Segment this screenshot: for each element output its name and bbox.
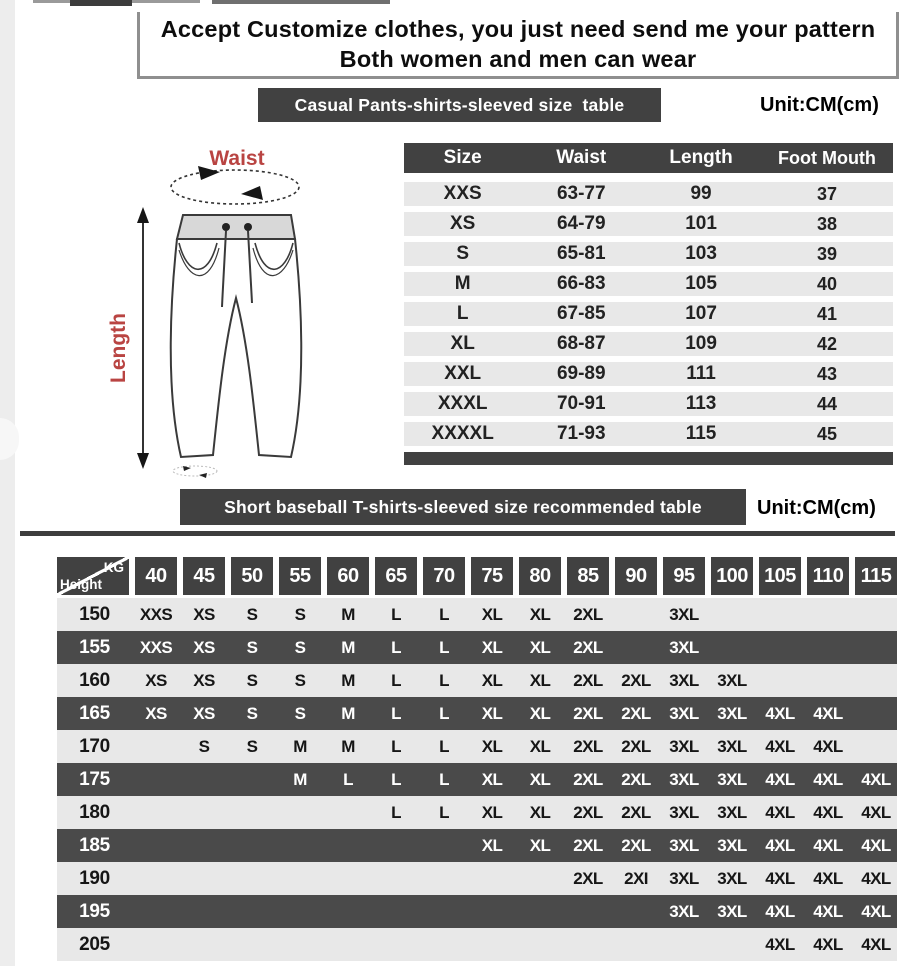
matrix-size-cell: XXS (139, 604, 173, 624)
matrix-size-cell: L (439, 769, 449, 789)
matrix-size-cell: 4XL (813, 703, 843, 723)
matrix-size-cell: XL (481, 769, 503, 789)
matrix-weight-header: 105 (759, 557, 801, 595)
matrix-weight-header: 65 (375, 557, 417, 595)
pants-size-table-header (404, 143, 893, 173)
matrix-size-cell: S (246, 736, 258, 756)
size-table-cell: 111 (686, 363, 716, 384)
matrix-size-cell: XL (529, 769, 551, 789)
matrix-size-cell: XL (481, 736, 503, 756)
drawstring-dot (244, 223, 252, 231)
matrix-size-cell: S (246, 604, 258, 624)
matrix-size-cell: 4XL (813, 835, 843, 855)
size-table-row (404, 392, 893, 416)
matrix-weight-header: 95 (663, 557, 705, 595)
matrix-size-cell: 2XL (573, 736, 603, 756)
matrix-weight-header: 70 (423, 557, 465, 595)
matrix-size-cell: 2XL (621, 835, 651, 855)
matrix-weight-header: 50 (231, 557, 273, 595)
size-table-cell: 64-79 (556, 213, 606, 234)
shirt-matrix-body (57, 598, 897, 961)
matrix-size-cell: 3XL (717, 736, 747, 756)
customize-note-line1: Accept Customize clothes, you just need send me your pattern (160, 15, 876, 42)
kg-height-corner-cell (57, 557, 129, 595)
matrix-size-cell: 2XI (624, 868, 648, 888)
matrix-size-cell: 2XL (573, 670, 603, 690)
size-table-cell: 38 (816, 213, 837, 234)
size-table-cell: 41 (816, 303, 837, 324)
matrix-size-cell: 2XL (621, 703, 651, 723)
matrix-size-cell: 4XL (813, 934, 843, 954)
size-table-cell: 68-87 (556, 333, 606, 354)
size-table-cell: 40 (816, 273, 837, 294)
matrix-size-cell: XL (529, 604, 551, 624)
hem-mark (173, 466, 217, 476)
size-table-cell: M (454, 273, 471, 294)
matrix-size-cell: XL (481, 604, 503, 624)
matrix-size-cell: XL (529, 637, 551, 657)
matrix-height-label: 150 (79, 603, 110, 625)
size-table-cell: 107 (685, 303, 717, 324)
size-table-cell: 71-93 (556, 423, 606, 444)
matrix-size-cell: 2XL (573, 703, 603, 723)
matrix-size-cell: M (293, 769, 307, 789)
matrix-size-cell: S (294, 703, 306, 723)
matrix-weight-header: 75 (471, 557, 513, 595)
matrix-size-cell: S (294, 637, 306, 657)
size-table-cell: 43 (816, 363, 837, 384)
size-table-row (404, 362, 893, 386)
matrix-size-cell: 2XL (573, 604, 603, 624)
customize-note (137, 12, 899, 79)
matrix-size-cell: 4XL (765, 769, 795, 789)
size-table-row (404, 332, 893, 356)
waist-label: Waist (209, 147, 265, 170)
matrix-size-cell: 2XL (621, 802, 651, 822)
matrix-row (57, 631, 897, 664)
matrix-row (57, 598, 897, 631)
matrix-size-cell: M (341, 604, 355, 624)
matrix-size-cell: 4XL (861, 835, 891, 855)
matrix-size-cell: L (391, 604, 401, 624)
matrix-size-cell: XS (145, 703, 167, 723)
size-table-row (404, 242, 893, 266)
matrix-size-cell: XL (529, 736, 551, 756)
matrix-size-cell: 4XL (861, 901, 891, 921)
matrix-size-cell: 4XL (813, 802, 843, 822)
matrix-size-cell: 3XL (669, 604, 699, 624)
matrix-size-cell: M (341, 637, 355, 657)
matrix-size-cell: 2XL (573, 769, 603, 789)
matrix-height-label: 180 (79, 801, 110, 823)
matrix-size-cell: XL (529, 835, 551, 855)
matrix-size-cell: L (439, 637, 449, 657)
matrix-height-label: 165 (79, 702, 110, 724)
matrix-size-cell: 3XL (717, 835, 747, 855)
size-table-cell: XS (450, 213, 476, 234)
matrix-weight-header: 110 (807, 557, 849, 595)
size-table-cell: XXS (443, 183, 482, 204)
matrix-size-cell: 3XL (717, 802, 747, 822)
matrix-size-cell: XL (481, 670, 503, 690)
matrix-weight-header: 80 (519, 557, 561, 595)
size-table-column-header: Foot Mouth (777, 147, 876, 168)
size-table-cell: 99 (690, 183, 712, 204)
matrix-weight-header: 85 (567, 557, 609, 595)
matrix-size-cell: 4XL (861, 769, 891, 789)
matrix-weight-header: 40 (135, 557, 177, 595)
matrix-size-cell: XS (193, 703, 215, 723)
matrix-height-label: 160 (79, 669, 110, 691)
matrix-row (57, 829, 897, 862)
matrix-height-label: 190 (79, 867, 110, 889)
matrix-size-cell: L (391, 802, 401, 822)
matrix-row (57, 664, 897, 697)
top-cutoff-line (212, 0, 390, 4)
shirt-size-matrix (57, 557, 897, 961)
matrix-size-cell: L (391, 703, 401, 723)
size-table-cell: XXL (444, 363, 482, 384)
matrix-row (57, 796, 897, 829)
matrix-size-cell: L (439, 604, 449, 624)
matrix-size-cell: XL (529, 703, 551, 723)
size-table-cell: S (456, 243, 470, 264)
matrix-weight-header: 100 (711, 557, 753, 595)
matrix-row (57, 697, 897, 730)
matrix-row (57, 862, 897, 895)
matrix-size-cell: 4XL (765, 736, 795, 756)
matrix-weight-header: 60 (327, 557, 369, 595)
hem-arrow (199, 473, 207, 478)
matrix-height-label: 195 (79, 900, 110, 922)
drawstring-dot (222, 223, 230, 231)
size-table-cell: 113 (685, 393, 717, 414)
matrix-size-cell: 2XL (621, 769, 651, 789)
matrix-size-cell: 3XL (669, 769, 699, 789)
matrix-size-cell: 2XL (573, 868, 603, 888)
size-table-column-header: Size (443, 147, 482, 168)
matrix-size-cell: XL (481, 637, 503, 657)
matrix-size-cell: 4XL (813, 769, 843, 789)
size-table-cell: 37 (816, 183, 837, 204)
size-table-cell: 42 (816, 333, 837, 354)
matrix-row (57, 928, 897, 961)
matrix-size-cell: L (343, 769, 353, 789)
size-table-column-header: Length (669, 147, 733, 168)
matrix-size-cell: 4XL (765, 868, 795, 888)
matrix-row (57, 730, 897, 763)
size-table-cell: 115 (685, 423, 717, 444)
matrix-size-cell: M (341, 736, 355, 756)
size-table-cell: 65-81 (556, 243, 606, 264)
length-arrowhead-bottom (137, 453, 149, 469)
size-table-cell: L (456, 303, 469, 324)
matrix-weight-header: 115 (855, 557, 897, 595)
matrix-weight-header: 45 (183, 557, 225, 595)
size-table-cell: XXXXL (431, 423, 494, 444)
waist-arrowhead (241, 186, 263, 200)
matrix-size-cell: 3XL (717, 901, 747, 921)
size-table-cell: 69-89 (556, 363, 606, 384)
matrix-size-cell: L (439, 802, 449, 822)
matrix-size-cell: 4XL (765, 901, 795, 921)
pants-table-unit: Unit:CM(cm) (760, 94, 879, 116)
size-table-column-header: Waist (556, 147, 607, 168)
matrix-size-cell: S (246, 703, 258, 723)
matrix-size-cell: 3XL (717, 769, 747, 789)
matrix-size-cell: L (439, 670, 449, 690)
matrix-size-cell: 4XL (765, 934, 795, 954)
matrix-size-cell: 2XL (621, 736, 651, 756)
matrix-size-cell: XS (193, 637, 215, 657)
matrix-size-cell: 4XL (861, 802, 891, 822)
matrix-size-cell: 3XL (669, 901, 699, 921)
matrix-size-cell: 2XL (573, 835, 603, 855)
corner-kg-label: KG (103, 560, 124, 575)
waist-measure-ellipse (171, 170, 299, 204)
matrix-size-cell: S (294, 604, 306, 624)
size-table-cell: 105 (685, 273, 717, 294)
matrix-size-cell: M (293, 736, 307, 756)
matrix-size-cell: L (439, 703, 449, 723)
matrix-size-cell: 4XL (765, 703, 795, 723)
pants-size-table-body (404, 182, 893, 446)
matrix-size-cell: XL (481, 802, 503, 822)
size-table-row (404, 422, 893, 446)
matrix-size-cell: 4XL (861, 934, 891, 954)
matrix-size-cell: 4XL (765, 802, 795, 822)
length-arrowhead-top (137, 207, 149, 223)
matrix-size-cell: 4XL (765, 835, 795, 855)
matrix-size-cell: XS (193, 670, 215, 690)
matrix-row (57, 763, 897, 796)
matrix-size-cell: 3XL (669, 637, 699, 657)
matrix-weight-header: 55 (279, 557, 321, 595)
size-table-row (404, 302, 893, 326)
matrix-size-cell: L (391, 637, 401, 657)
size-table-cell: 66-83 (556, 273, 606, 294)
matrix-size-cell: 4XL (813, 736, 843, 756)
pants-table-title: Casual Pants-shirts-sleeved size table (258, 88, 661, 122)
matrix-height-label: 175 (79, 768, 110, 790)
matrix-size-cell: 3XL (669, 703, 699, 723)
matrix-size-cell: 2XL (621, 670, 651, 690)
matrix-size-cell: XXS (139, 637, 173, 657)
size-table-cell: 67-85 (556, 303, 606, 324)
matrix-size-cell: 3XL (669, 835, 699, 855)
size-table-cell: 63-77 (556, 183, 606, 204)
matrix-height-label: 170 (79, 735, 110, 757)
size-table-cell: 109 (685, 333, 717, 354)
matrix-size-cell: 3XL (717, 670, 747, 690)
matrix-size-cell: XL (529, 670, 551, 690)
matrix-size-cell: 3XL (717, 868, 747, 888)
pants-diagram (95, 135, 405, 480)
matrix-size-cell: S (246, 670, 258, 690)
matrix-size-cell: 3XL (669, 802, 699, 822)
matrix-size-cell: L (391, 670, 401, 690)
section-divider (20, 531, 895, 536)
matrix-weight-header: 90 (615, 557, 657, 595)
length-label: Length (107, 313, 130, 383)
matrix-size-cell: XL (529, 802, 551, 822)
size-table-cell: 45 (816, 423, 837, 444)
size-table-cell: 103 (685, 243, 717, 264)
matrix-size-cell: XS (193, 604, 215, 624)
matrix-size-cell: 3XL (669, 670, 699, 690)
size-table-cell: 70-91 (556, 393, 606, 414)
shirt-table-unit: Unit:CM(cm) (757, 497, 876, 519)
matrix-size-cell: 4XL (813, 901, 843, 921)
page-edge-notch (0, 418, 19, 460)
matrix-size-cell: 4XL (861, 868, 891, 888)
size-table-cell: 39 (816, 243, 837, 264)
matrix-size-cell: 3XL (669, 868, 699, 888)
customize-note-line2: Both women and men can wear (339, 46, 697, 72)
matrix-size-cell: L (439, 736, 449, 756)
top-cutoff-block (70, 0, 132, 6)
pants-size-table-footer-bar (404, 452, 893, 465)
size-table-row (404, 272, 893, 296)
matrix-size-cell: 4XL (813, 868, 843, 888)
matrix-size-cell: XS (145, 670, 167, 690)
size-table-cell: XL (450, 333, 475, 354)
page-edge-strip (0, 0, 15, 966)
matrix-size-cell: L (391, 736, 401, 756)
matrix-row (57, 895, 897, 928)
pants-waistband (177, 215, 295, 239)
matrix-size-cell: M (341, 670, 355, 690)
matrix-height-label: 205 (79, 933, 110, 955)
size-table-cell: 44 (816, 393, 837, 414)
shirt-matrix-header (57, 557, 897, 595)
matrix-height-label: 185 (79, 834, 110, 856)
size-table-cell: 101 (685, 213, 717, 234)
matrix-height-label: 155 (79, 636, 110, 658)
size-table-row (404, 182, 893, 206)
shirt-table-title: Short baseball T-shirts-sleeved size recommended table (180, 489, 746, 525)
matrix-size-cell: L (391, 769, 401, 789)
matrix-size-cell: S (246, 637, 258, 657)
matrix-size-cell: S (294, 670, 306, 690)
size-table-row (404, 212, 893, 236)
matrix-size-cell: 3XL (717, 703, 747, 723)
matrix-size-cell: S (198, 736, 210, 756)
matrix-size-cell: 3XL (669, 736, 699, 756)
matrix-size-cell: 2XL (573, 802, 603, 822)
matrix-size-cell: XL (481, 835, 503, 855)
corner-height-label: Height (60, 577, 102, 592)
matrix-size-cell: XL (481, 703, 503, 723)
matrix-size-cell: 2XL (573, 637, 603, 657)
matrix-size-cell: M (341, 703, 355, 723)
pants-size-table (404, 143, 893, 465)
size-table-cell: XXXL (437, 393, 488, 414)
